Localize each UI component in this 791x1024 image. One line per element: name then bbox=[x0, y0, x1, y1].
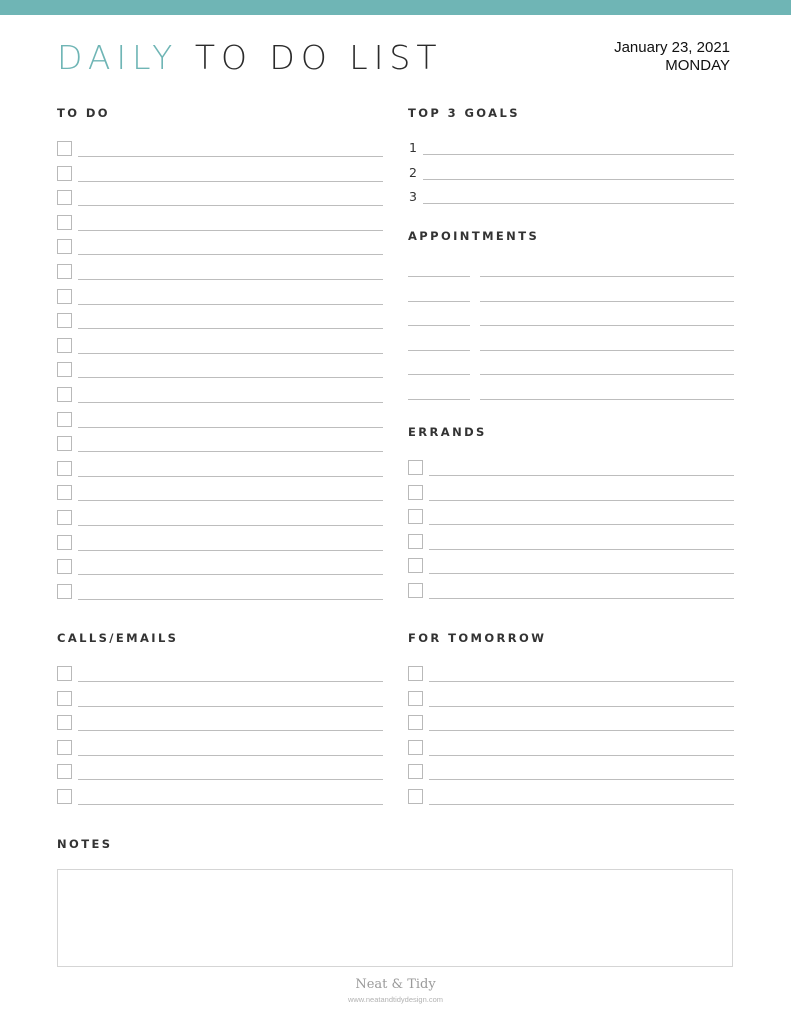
errand-write-line[interactable] bbox=[429, 549, 734, 550]
errand-row bbox=[408, 583, 734, 608]
tomorrow-row bbox=[408, 789, 734, 814]
todo-row bbox=[57, 461, 383, 486]
todo-checkbox[interactable] bbox=[57, 436, 72, 451]
appointment-row bbox=[408, 338, 734, 363]
appointments-heading: APPOINTMENTS bbox=[408, 229, 540, 243]
errand-row bbox=[408, 509, 734, 534]
todo-write-line[interactable] bbox=[78, 574, 383, 575]
call-email-row bbox=[57, 715, 383, 740]
goal-write-line[interactable] bbox=[423, 179, 734, 180]
appointment-row bbox=[408, 387, 734, 412]
todo-list bbox=[57, 141, 383, 608]
todo-row bbox=[57, 264, 383, 289]
todo-row bbox=[57, 387, 383, 412]
todo-write-line[interactable] bbox=[78, 205, 383, 206]
appointment-description-line[interactable] bbox=[480, 399, 734, 400]
todo-row bbox=[57, 436, 383, 461]
goal-write-line[interactable] bbox=[423, 203, 734, 204]
tomorrow-row bbox=[408, 691, 734, 716]
todo-row bbox=[57, 141, 383, 166]
for-tomorrow-list bbox=[408, 666, 734, 814]
todo-checkbox[interactable] bbox=[57, 313, 72, 328]
appointment-description-line[interactable] bbox=[480, 374, 734, 375]
call-email-write-line[interactable] bbox=[78, 706, 383, 707]
call-email-row bbox=[57, 740, 383, 765]
appointment-description-line[interactable] bbox=[480, 325, 734, 326]
goal-number: 2 bbox=[409, 164, 417, 180]
errand-row bbox=[408, 460, 734, 485]
tomorrow-write-line[interactable] bbox=[429, 681, 734, 682]
appointment-row bbox=[408, 362, 734, 387]
todo-checkbox[interactable] bbox=[57, 264, 72, 279]
todo-row bbox=[57, 485, 383, 510]
errand-checkbox[interactable] bbox=[408, 583, 423, 598]
todo-checkbox[interactable] bbox=[57, 338, 72, 353]
todo-checkbox[interactable] bbox=[57, 535, 72, 550]
tomorrow-write-line[interactable] bbox=[429, 755, 734, 756]
todo-checkbox[interactable] bbox=[57, 387, 72, 402]
todo-row bbox=[57, 289, 383, 314]
errand-write-line[interactable] bbox=[429, 573, 734, 574]
todo-row bbox=[57, 338, 383, 363]
todo-row bbox=[57, 412, 383, 437]
todo-write-line[interactable] bbox=[78, 550, 383, 551]
call-email-row bbox=[57, 666, 383, 691]
appointment-row bbox=[408, 313, 734, 338]
todo-checkbox[interactable] bbox=[57, 166, 72, 181]
tomorrow-checkbox[interactable] bbox=[408, 666, 423, 681]
todo-write-line[interactable] bbox=[78, 525, 383, 526]
todo-write-line[interactable] bbox=[78, 427, 383, 428]
call-email-row bbox=[57, 789, 383, 814]
appointment-description-line[interactable] bbox=[480, 301, 734, 302]
title-accent-word: DAILY bbox=[57, 38, 179, 77]
tomorrow-row bbox=[408, 666, 734, 691]
errand-row bbox=[408, 534, 734, 559]
appointment-time-line[interactable] bbox=[408, 301, 470, 302]
footer-brand: Neat & Tidy bbox=[355, 977, 436, 992]
appointment-time-line[interactable] bbox=[408, 325, 470, 326]
errand-write-line[interactable] bbox=[429, 475, 734, 476]
appointment-row bbox=[408, 289, 734, 314]
call-email-checkbox[interactable] bbox=[57, 789, 72, 804]
todo-write-line[interactable] bbox=[78, 353, 383, 354]
weekday-text: MONDAY bbox=[665, 57, 730, 74]
call-email-write-line[interactable] bbox=[78, 804, 383, 805]
tomorrow-checkbox[interactable] bbox=[408, 715, 423, 730]
appointment-description-line[interactable] bbox=[480, 276, 734, 277]
todo-write-line[interactable] bbox=[78, 402, 383, 403]
todo-checkbox[interactable] bbox=[57, 584, 72, 599]
page-title bbox=[57, 36, 443, 80]
appointment-time-line[interactable] bbox=[408, 399, 470, 400]
appointment-row bbox=[408, 264, 734, 289]
todo-write-line[interactable] bbox=[78, 304, 383, 305]
todo-checkbox[interactable] bbox=[57, 141, 72, 156]
call-email-row bbox=[57, 691, 383, 716]
tomorrow-write-line[interactable] bbox=[429, 730, 734, 731]
errand-checkbox[interactable] bbox=[408, 558, 423, 573]
calls-emails-heading: CALLS/EMAILS bbox=[57, 631, 179, 645]
tomorrow-checkbox[interactable] bbox=[408, 764, 423, 779]
todo-write-line[interactable] bbox=[78, 451, 383, 452]
call-email-row bbox=[57, 764, 383, 789]
tomorrow-write-line[interactable] bbox=[429, 779, 734, 780]
todo-row bbox=[57, 535, 383, 560]
date-block bbox=[614, 39, 730, 75]
todo-checkbox[interactable] bbox=[57, 559, 72, 574]
todo-checkbox[interactable] bbox=[57, 461, 72, 476]
todo-write-line[interactable] bbox=[78, 181, 383, 182]
todo-write-line[interactable] bbox=[78, 254, 383, 255]
goal-row bbox=[408, 166, 734, 191]
tomorrow-row bbox=[408, 764, 734, 789]
todo-write-line[interactable] bbox=[78, 500, 383, 501]
todo-checkbox[interactable] bbox=[57, 190, 72, 205]
call-email-checkbox[interactable] bbox=[57, 715, 72, 730]
todo-row bbox=[57, 166, 383, 191]
goal-number: 1 bbox=[409, 140, 417, 155]
goal-write-line[interactable] bbox=[423, 154, 734, 155]
errand-write-line[interactable] bbox=[429, 500, 734, 501]
todo-write-line[interactable] bbox=[78, 230, 383, 231]
todo-checkbox[interactable] bbox=[57, 239, 72, 254]
errand-row bbox=[408, 485, 734, 510]
call-email-checkbox[interactable] bbox=[57, 740, 72, 755]
appointment-time-line[interactable] bbox=[408, 276, 470, 277]
todo-heading: TO DO bbox=[57, 106, 110, 120]
for-tomorrow-heading: FOR TOMORROW bbox=[408, 631, 547, 645]
errand-write-line[interactable] bbox=[429, 598, 734, 599]
todo-row bbox=[57, 584, 383, 609]
call-email-checkbox[interactable] bbox=[57, 666, 72, 681]
todo-checkbox[interactable] bbox=[57, 289, 72, 304]
appointment-time-line[interactable] bbox=[408, 350, 470, 351]
todo-write-line[interactable] bbox=[78, 328, 383, 329]
todo-checkbox[interactable] bbox=[57, 412, 72, 427]
goal-row bbox=[408, 190, 734, 215]
todo-write-line[interactable] bbox=[78, 377, 383, 378]
notes-heading: NOTES bbox=[57, 837, 113, 851]
appointment-time-line[interactable] bbox=[408, 374, 470, 375]
errand-checkbox[interactable] bbox=[408, 509, 423, 524]
call-email-write-line[interactable] bbox=[78, 681, 383, 682]
todo-row bbox=[57, 313, 383, 338]
call-email-checkbox[interactable] bbox=[57, 764, 72, 779]
errands-list bbox=[408, 460, 734, 608]
call-email-checkbox[interactable] bbox=[57, 691, 72, 706]
errand-checkbox[interactable] bbox=[408, 534, 423, 549]
errand-write-line[interactable] bbox=[429, 524, 734, 525]
todo-row bbox=[57, 362, 383, 387]
todo-checkbox[interactable] bbox=[57, 362, 72, 377]
errands-heading: ERRANDS bbox=[408, 425, 487, 439]
appointments-list bbox=[408, 264, 734, 412]
top-accent-bar bbox=[0, 0, 791, 15]
goal-row bbox=[408, 141, 734, 166]
tomorrow-checkbox[interactable] bbox=[408, 789, 423, 804]
appointment-description-line[interactable] bbox=[480, 350, 734, 351]
call-email-write-line[interactable] bbox=[78, 730, 383, 731]
footer-url: www.neatandtidydesign.com bbox=[347, 995, 444, 1004]
errand-checkbox[interactable] bbox=[408, 485, 423, 500]
todo-checkbox[interactable] bbox=[57, 485, 72, 500]
title-rest-words: TO DO LIST bbox=[194, 38, 443, 77]
errand-checkbox[interactable] bbox=[408, 460, 423, 475]
todo-row bbox=[57, 559, 383, 584]
notes-box[interactable] bbox=[57, 869, 733, 967]
goals-heading: TOP 3 GOALS bbox=[408, 106, 520, 120]
tomorrow-checkbox[interactable] bbox=[408, 691, 423, 706]
call-email-write-line[interactable] bbox=[78, 755, 383, 756]
todo-write-line[interactable] bbox=[78, 476, 383, 477]
todo-write-line[interactable] bbox=[78, 156, 383, 157]
todo-checkbox[interactable] bbox=[57, 510, 72, 525]
todo-row bbox=[57, 239, 383, 264]
tomorrow-checkbox[interactable] bbox=[408, 740, 423, 755]
call-email-write-line[interactable] bbox=[78, 779, 383, 780]
tomorrow-write-line[interactable] bbox=[429, 706, 734, 707]
date-text: January 23, 2021 bbox=[614, 39, 730, 56]
todo-checkbox[interactable] bbox=[57, 215, 72, 230]
goal-number: 3 bbox=[409, 189, 417, 205]
goals-list bbox=[408, 141, 734, 215]
errand-row bbox=[408, 558, 734, 583]
tomorrow-write-line[interactable] bbox=[429, 804, 734, 805]
todo-row bbox=[57, 215, 383, 240]
calls-emails-list bbox=[57, 666, 383, 814]
todo-row bbox=[57, 510, 383, 535]
tomorrow-row bbox=[408, 715, 734, 740]
tomorrow-row bbox=[408, 740, 734, 765]
todo-write-line[interactable] bbox=[78, 279, 383, 280]
todo-write-line[interactable] bbox=[78, 599, 383, 600]
todo-row bbox=[57, 190, 383, 215]
